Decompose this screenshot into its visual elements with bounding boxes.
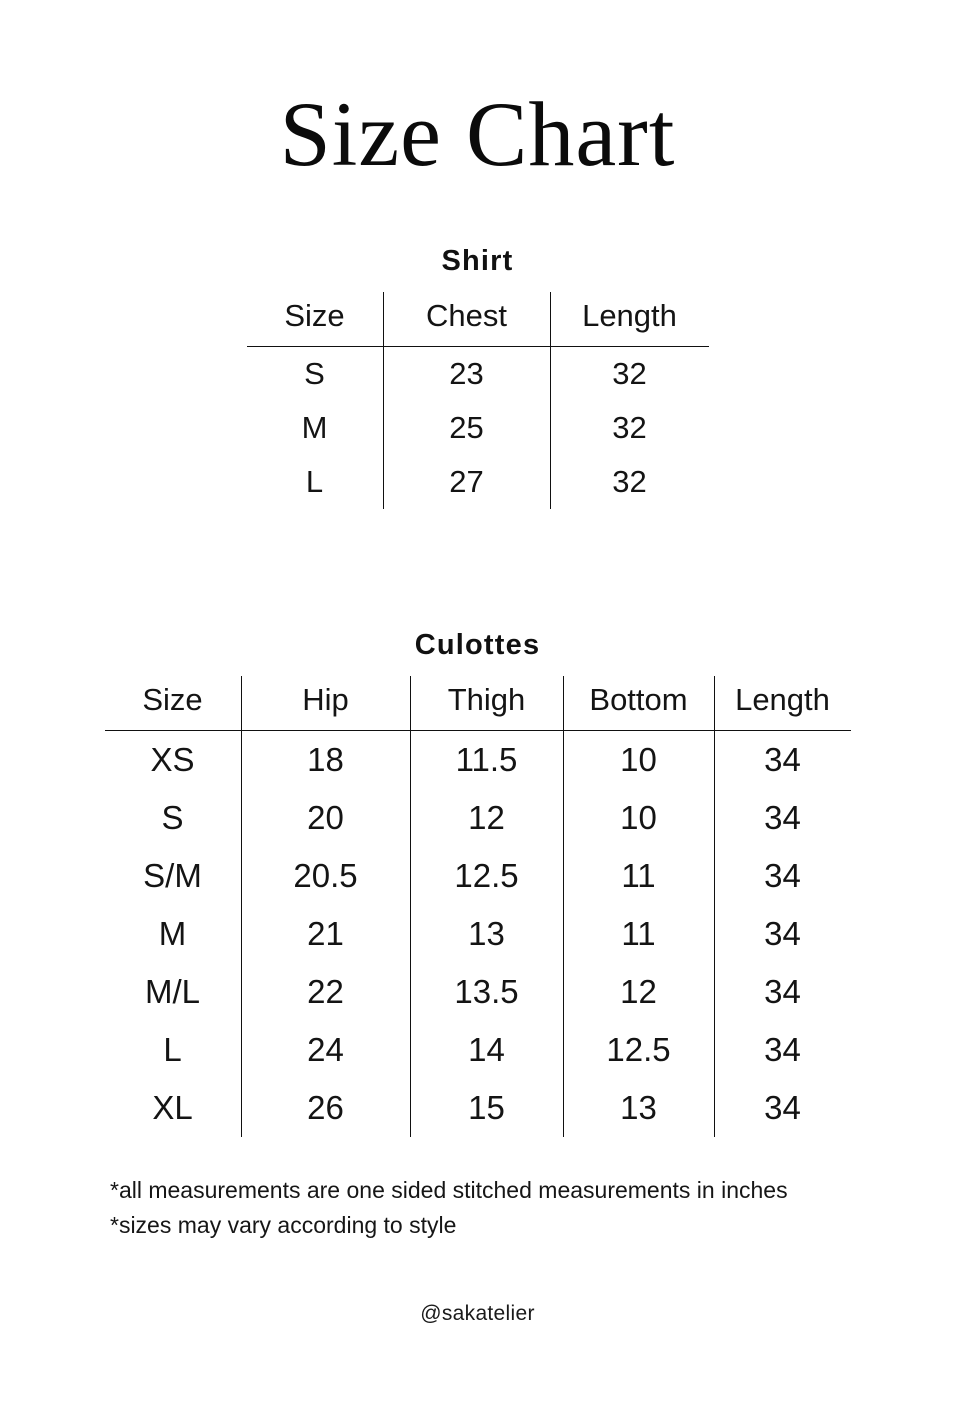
shirt-table-header — [247, 292, 709, 347]
table-row — [105, 847, 851, 905]
shirt-size-table — [247, 292, 709, 509]
culottes-table-header — [105, 676, 851, 731]
note-line-1: *all measurements are one sided stitched measurements in inches — [110, 1176, 788, 1203]
table-row — [105, 905, 851, 963]
table-row — [105, 1021, 851, 1079]
cell-size: L — [163, 1030, 182, 1068]
culottes-col-hip: Hip — [241, 676, 410, 731]
shirt-table-body — [247, 346, 709, 509]
cell-bottom: 12.5 — [563, 1021, 714, 1079]
shirt-section-heading: Shirt — [441, 244, 514, 277]
culottes-col-thigh: Thigh — [410, 676, 563, 731]
cell-length: 34 — [714, 789, 851, 847]
cell-length: 32 — [550, 401, 709, 455]
cell-length: 34 — [714, 1021, 851, 1079]
brand-handle: @sakatelier — [420, 1301, 535, 1325]
cell-hip: 26 — [241, 1079, 410, 1137]
cell-thigh: 12 — [410, 789, 563, 847]
shirt-col-length: Length — [550, 292, 709, 347]
cell-length: 34 — [714, 1079, 851, 1137]
cell-thigh: 14 — [410, 1021, 563, 1079]
cell-size: S — [161, 798, 184, 836]
cell-size: S — [304, 355, 325, 391]
cell-size: S/M — [143, 856, 202, 894]
cell-bottom: 12 — [563, 963, 714, 1021]
shirt-col-size: Size — [284, 297, 345, 333]
table-row — [105, 963, 851, 1021]
cell-bottom: 10 — [563, 730, 714, 789]
cell-length: 32 — [550, 346, 709, 401]
cell-size: M — [158, 914, 187, 952]
cell-thigh: 11.5 — [410, 730, 563, 789]
cell-hip: 22 — [241, 963, 410, 1021]
cell-chest: 23 — [383, 346, 550, 401]
cell-length: 34 — [714, 847, 851, 905]
culottes-col-length: Length — [714, 676, 851, 731]
culottes-section-heading: Culottes — [414, 628, 541, 661]
shirt-col-chest: Chest — [383, 292, 550, 347]
cell-thigh: 13 — [410, 905, 563, 963]
cell-bottom: 13 — [563, 1079, 714, 1137]
cell-length: 34 — [714, 963, 851, 1021]
table-row — [247, 455, 709, 509]
table-header-row — [105, 676, 851, 731]
cell-thigh: 12.5 — [410, 847, 563, 905]
cell-bottom: 11 — [563, 905, 714, 963]
cell-size: L — [305, 463, 324, 499]
cell-size: M — [301, 409, 328, 445]
measurement-notes — [0, 1173, 955, 1244]
cell-bottom: 11 — [563, 847, 714, 905]
cell-size: XS — [150, 740, 195, 778]
culottes-col-bottom: Bottom — [563, 676, 714, 731]
culottes-col-size: Size — [142, 681, 203, 717]
culottes-size-table — [105, 676, 851, 1137]
table-header-row — [247, 292, 709, 347]
table-row — [247, 401, 709, 455]
cell-length: 32 — [550, 455, 709, 509]
cell-size: XL — [152, 1088, 193, 1126]
cell-hip: 21 — [241, 905, 410, 963]
table-row — [247, 346, 709, 401]
table-row — [105, 730, 851, 789]
cell-hip: 24 — [241, 1021, 410, 1079]
cell-chest: 27 — [383, 455, 550, 509]
cell-bottom: 10 — [563, 789, 714, 847]
culottes-table-body — [105, 730, 851, 1137]
note-line-2: *sizes may vary according to style — [110, 1212, 457, 1239]
cell-length: 34 — [714, 905, 851, 963]
cell-chest: 25 — [383, 401, 550, 455]
cell-hip: 20 — [241, 789, 410, 847]
cell-thigh: 13.5 — [410, 963, 563, 1021]
cell-thigh: 15 — [410, 1079, 563, 1137]
culottes-table-container — [0, 676, 955, 1137]
cell-hip: 18 — [241, 730, 410, 789]
table-row — [105, 1079, 851, 1137]
page-title: Size Chart — [279, 83, 676, 185]
cell-size: M/L — [144, 972, 200, 1010]
table-row — [105, 789, 851, 847]
cell-hip: 20.5 — [241, 847, 410, 905]
cell-length: 34 — [714, 730, 851, 789]
shirt-table-container — [0, 292, 955, 509]
